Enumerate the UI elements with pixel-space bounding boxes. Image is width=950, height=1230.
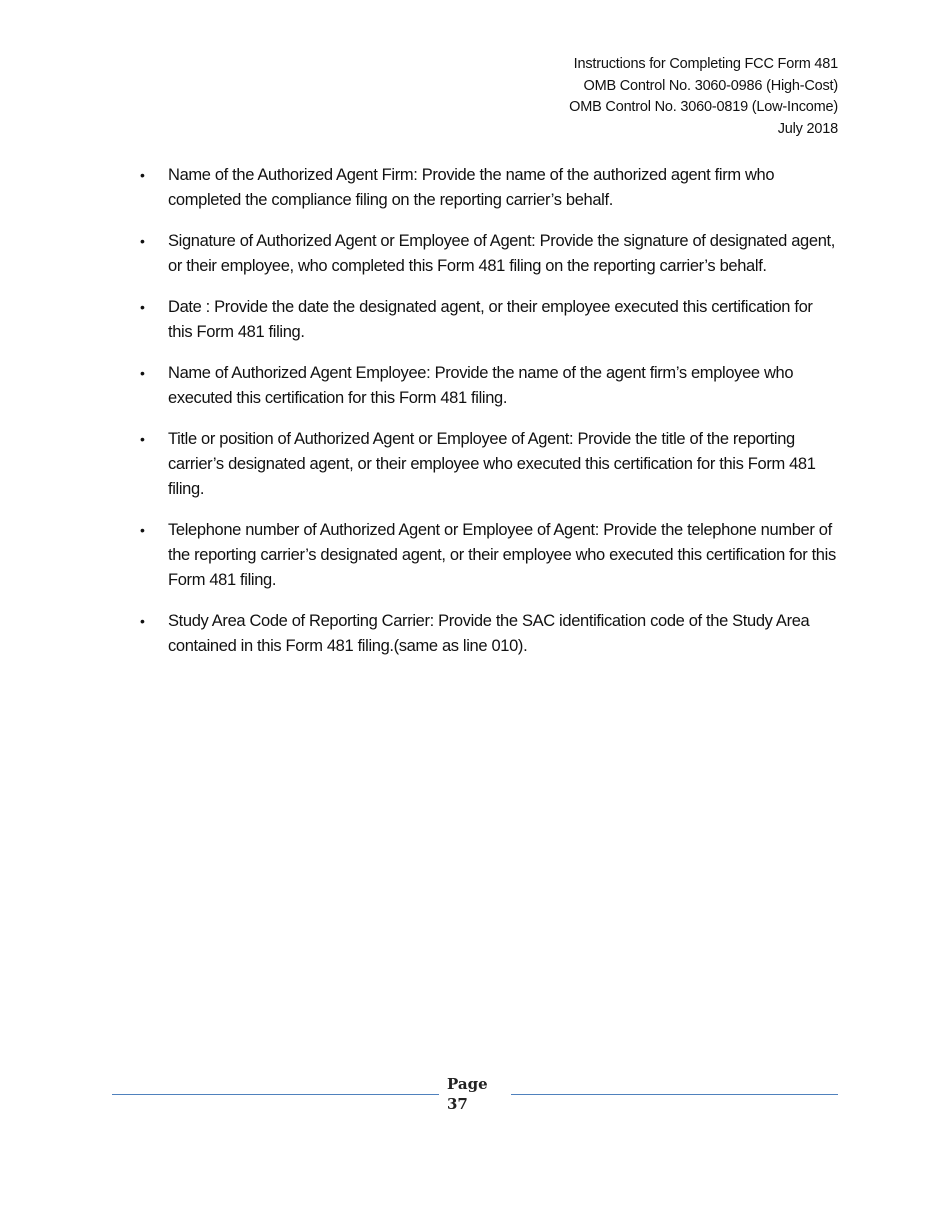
header-form-title: Instructions for Completing FCC Form 481 <box>573 56 838 72</box>
list-item-text: Title or position of Authorized Agent or Employee of Agent: Provide the title of the reporting carrier’s designated agent, or their employee who executed this certification for this Form 481 filing. <box>168 430 816 498</box>
footer-divider-left <box>112 1094 439 1095</box>
bullet-icon: • <box>140 299 145 315</box>
page-number-block <box>447 1074 507 1114</box>
header-date: July 2018 <box>777 120 838 137</box>
page-number: 37 <box>447 1095 468 1113</box>
header-omb-low-income: OMB Control No. 3060-0819 (Low-Income) <box>569 99 838 115</box>
instruction-bullet-list <box>140 163 840 675</box>
bullet-icon: • <box>140 431 145 447</box>
list-item <box>140 361 840 411</box>
list-item-text: Signature of Authorized Agent or Employee of Agent: Provide the signature of designated agent, or their employee, who completed this Form 481 filing on the reporting carrier’s behalf. <box>168 232 835 275</box>
list-item <box>140 609 840 659</box>
list-item-text: Date : Provide the date the designated agent, or their employee executed this certification for this Form 481 filing. <box>168 298 813 341</box>
list-item <box>140 229 840 279</box>
list-item-text: Name of Authorized Agent Employee: Provide the name of the agent firm’s employee who executed this certification for this Form 481 filing. <box>168 364 794 407</box>
list-item <box>140 163 840 213</box>
list-item <box>140 518 840 593</box>
bullet-icon: • <box>140 365 145 381</box>
list-item <box>140 427 840 502</box>
bullet-icon: • <box>140 233 145 249</box>
document-header <box>569 54 838 140</box>
page-footer <box>112 1074 838 1118</box>
header-omb-high-cost: OMB Control No. 3060-0986 (High-Cost) <box>583 77 838 94</box>
list-item <box>140 295 840 345</box>
bullet-icon: • <box>140 167 145 183</box>
list-item-text: Name of the Authorized Agent Firm: Provide the name of the authorized agent firm who completed the compliance filing on the reporting carrier’s behalf. <box>168 166 775 209</box>
bullet-icon: • <box>140 522 145 538</box>
list-item-text: Study Area Code of Reporting Carrier: Provide the SAC identification code of the Study Area contained in this Form 481 filing.(same as line 010). <box>168 612 810 655</box>
footer-divider-right <box>511 1094 838 1095</box>
list-item-text: Telephone number of Authorized Agent or Employee of Agent: Provide the telephone number of the reporting carrier’s designated agent, or their employee who executed this certification for this Form 481 filing. <box>168 521 836 589</box>
page-label: Page <box>447 1075 488 1093</box>
bullet-icon: • <box>140 613 145 629</box>
